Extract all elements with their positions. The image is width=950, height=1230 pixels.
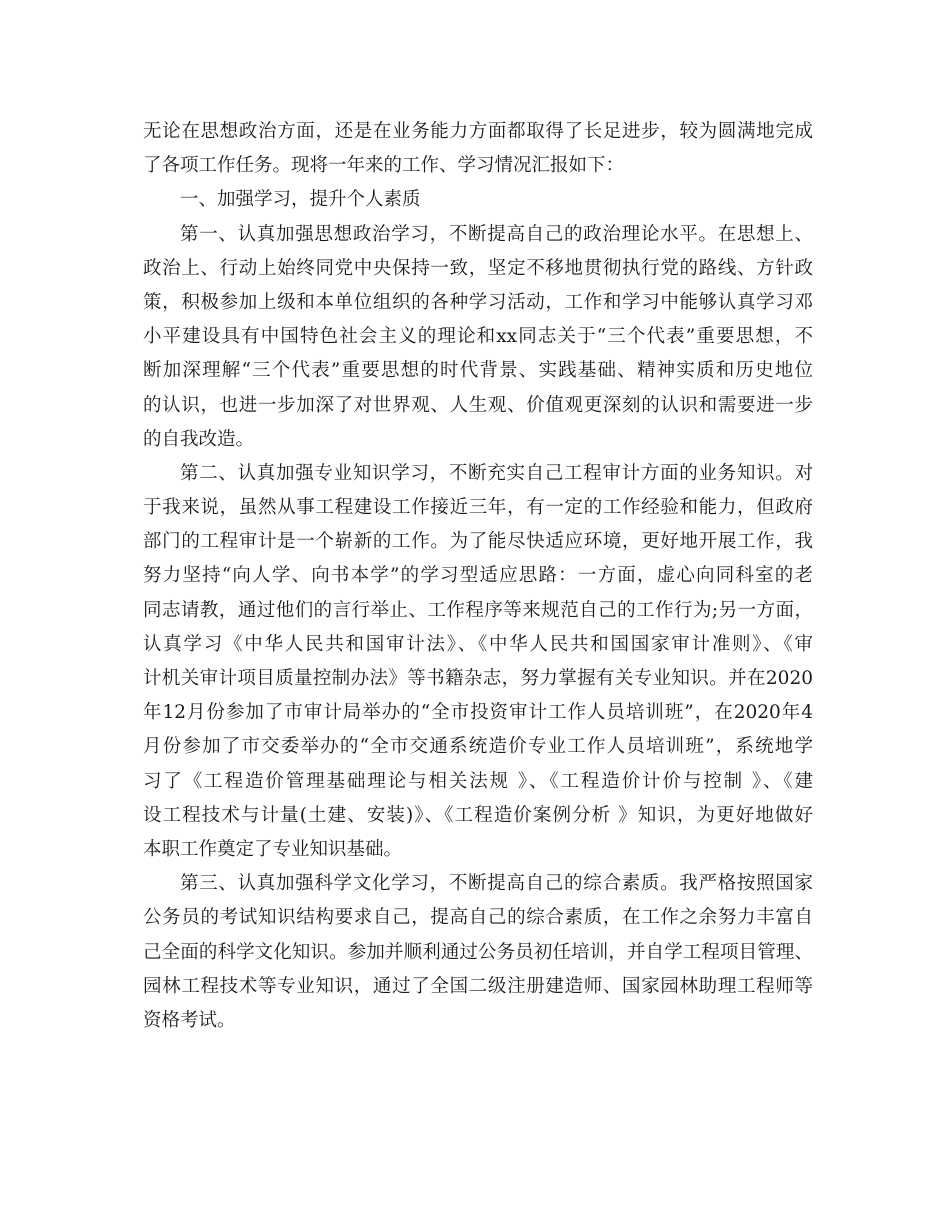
text-line: 一、加强学习，提升个人素质 (180, 189, 421, 211)
text-line: 第三、认真加强科学文化学习，不断提高自己的综合素质。我严格按照国家 (180, 873, 813, 895)
paragraph-first (143, 218, 813, 457)
text-line: 同志请教，通过他们的言行举止、工作程序等来规范自己的工作行为;另一方面， (143, 599, 813, 621)
paragraph-second (143, 457, 813, 867)
text-line: 于我来说，虽然从事工程建设工作接近三年，有一定的工作经验和能力，但政府 (143, 497, 813, 519)
text-line: 月份参加了市交委举办的“全市交通系统造价专业工作人员培训班”，系统地学 (143, 736, 813, 758)
text-line: 公务员的考试知识结构要求自己，提高自己的综合素质，在工作之余努力丰富自 (143, 907, 813, 929)
text-line: 本职工作奠定了专业知识基础。 (143, 838, 403, 860)
text-line: 设工程技术与计量(土建、安装)》、《工程造价案例分析 》知识，为更好地做好 (143, 804, 813, 826)
text-line: 认真学习《中华人民共和国审计法》、《中华人民共和国国家审计准则》、《审 (143, 633, 813, 655)
text-line: 第二、认真加强专业知识学习，不断充实自己工程审计方面的业务知识。对 (180, 462, 813, 484)
text-line: 的自我改造。 (143, 428, 255, 450)
text-line: 政治上、行动上始终同党中央保持一致，坚定不移地贯彻执行党的路线、方针政 (143, 257, 813, 279)
section-heading-1 (143, 183, 813, 217)
document-body (143, 115, 813, 1038)
text-line: 小平建设具有中国特色社会主义的理论和xx同志关于“三个代表”重要思想，不 (143, 326, 813, 348)
text-line: 第一、认真加强思想政治学习，不断提高自己的政治理论水平。在思想上、 (180, 223, 813, 245)
text-line: 无论在思想政治方面，还是在业务能力方面都取得了长足进步，较为圆满地完成 (143, 121, 813, 142)
text-line: 己全面的科学文化知识。参加并顺利通过公务员初任培训，并自学工程项目管理、 (143, 941, 813, 963)
text-line: 的认识，也进一步加深了对世界观、人生观、价值观更深刻的认识和需要进一步 (143, 394, 813, 416)
text-line: 计机关审计项目质量控制办法》等书籍杂志，努力掌握有关专业知识。并在2020 (143, 668, 813, 689)
text-line: 断加深理解“三个代表”重要思想的时代背景、实践基础、精神实质和历史地位 (143, 360, 813, 382)
text-line: 资格考试。 (143, 1009, 236, 1031)
text-line: 园林工程技术等专业知识，通过了全国二级注册建造师、国家园林助理工程师等 (143, 975, 813, 997)
text-line: 策，积极参加上级和本单位组织的各种学习活动，工作和学习中能够认真学习邓 (143, 291, 813, 313)
text-line: 习了《工程造价管理基础理论与相关法规 》、《工程造价计价与控制 》、《建 (143, 770, 813, 792)
paragraph-third (143, 867, 813, 1038)
text-line: 年12月份参加了市审计局举办的“全市投资审计工作人员培训班”，在2020年4 (143, 702, 813, 724)
paragraph-intro (143, 115, 813, 183)
text-line: 努力坚持“向人学、向书本学”的学习型适应思路：一方面，虚心向同科室的老 (143, 565, 813, 587)
text-line: 部门的工程审计是一个崭新的工作。为了能尽快适应环境，更好地开展工作，我 (143, 531, 813, 553)
text-line: 了各项工作任务。现将一年来的工作、学习情况汇报如下： (143, 155, 625, 177)
